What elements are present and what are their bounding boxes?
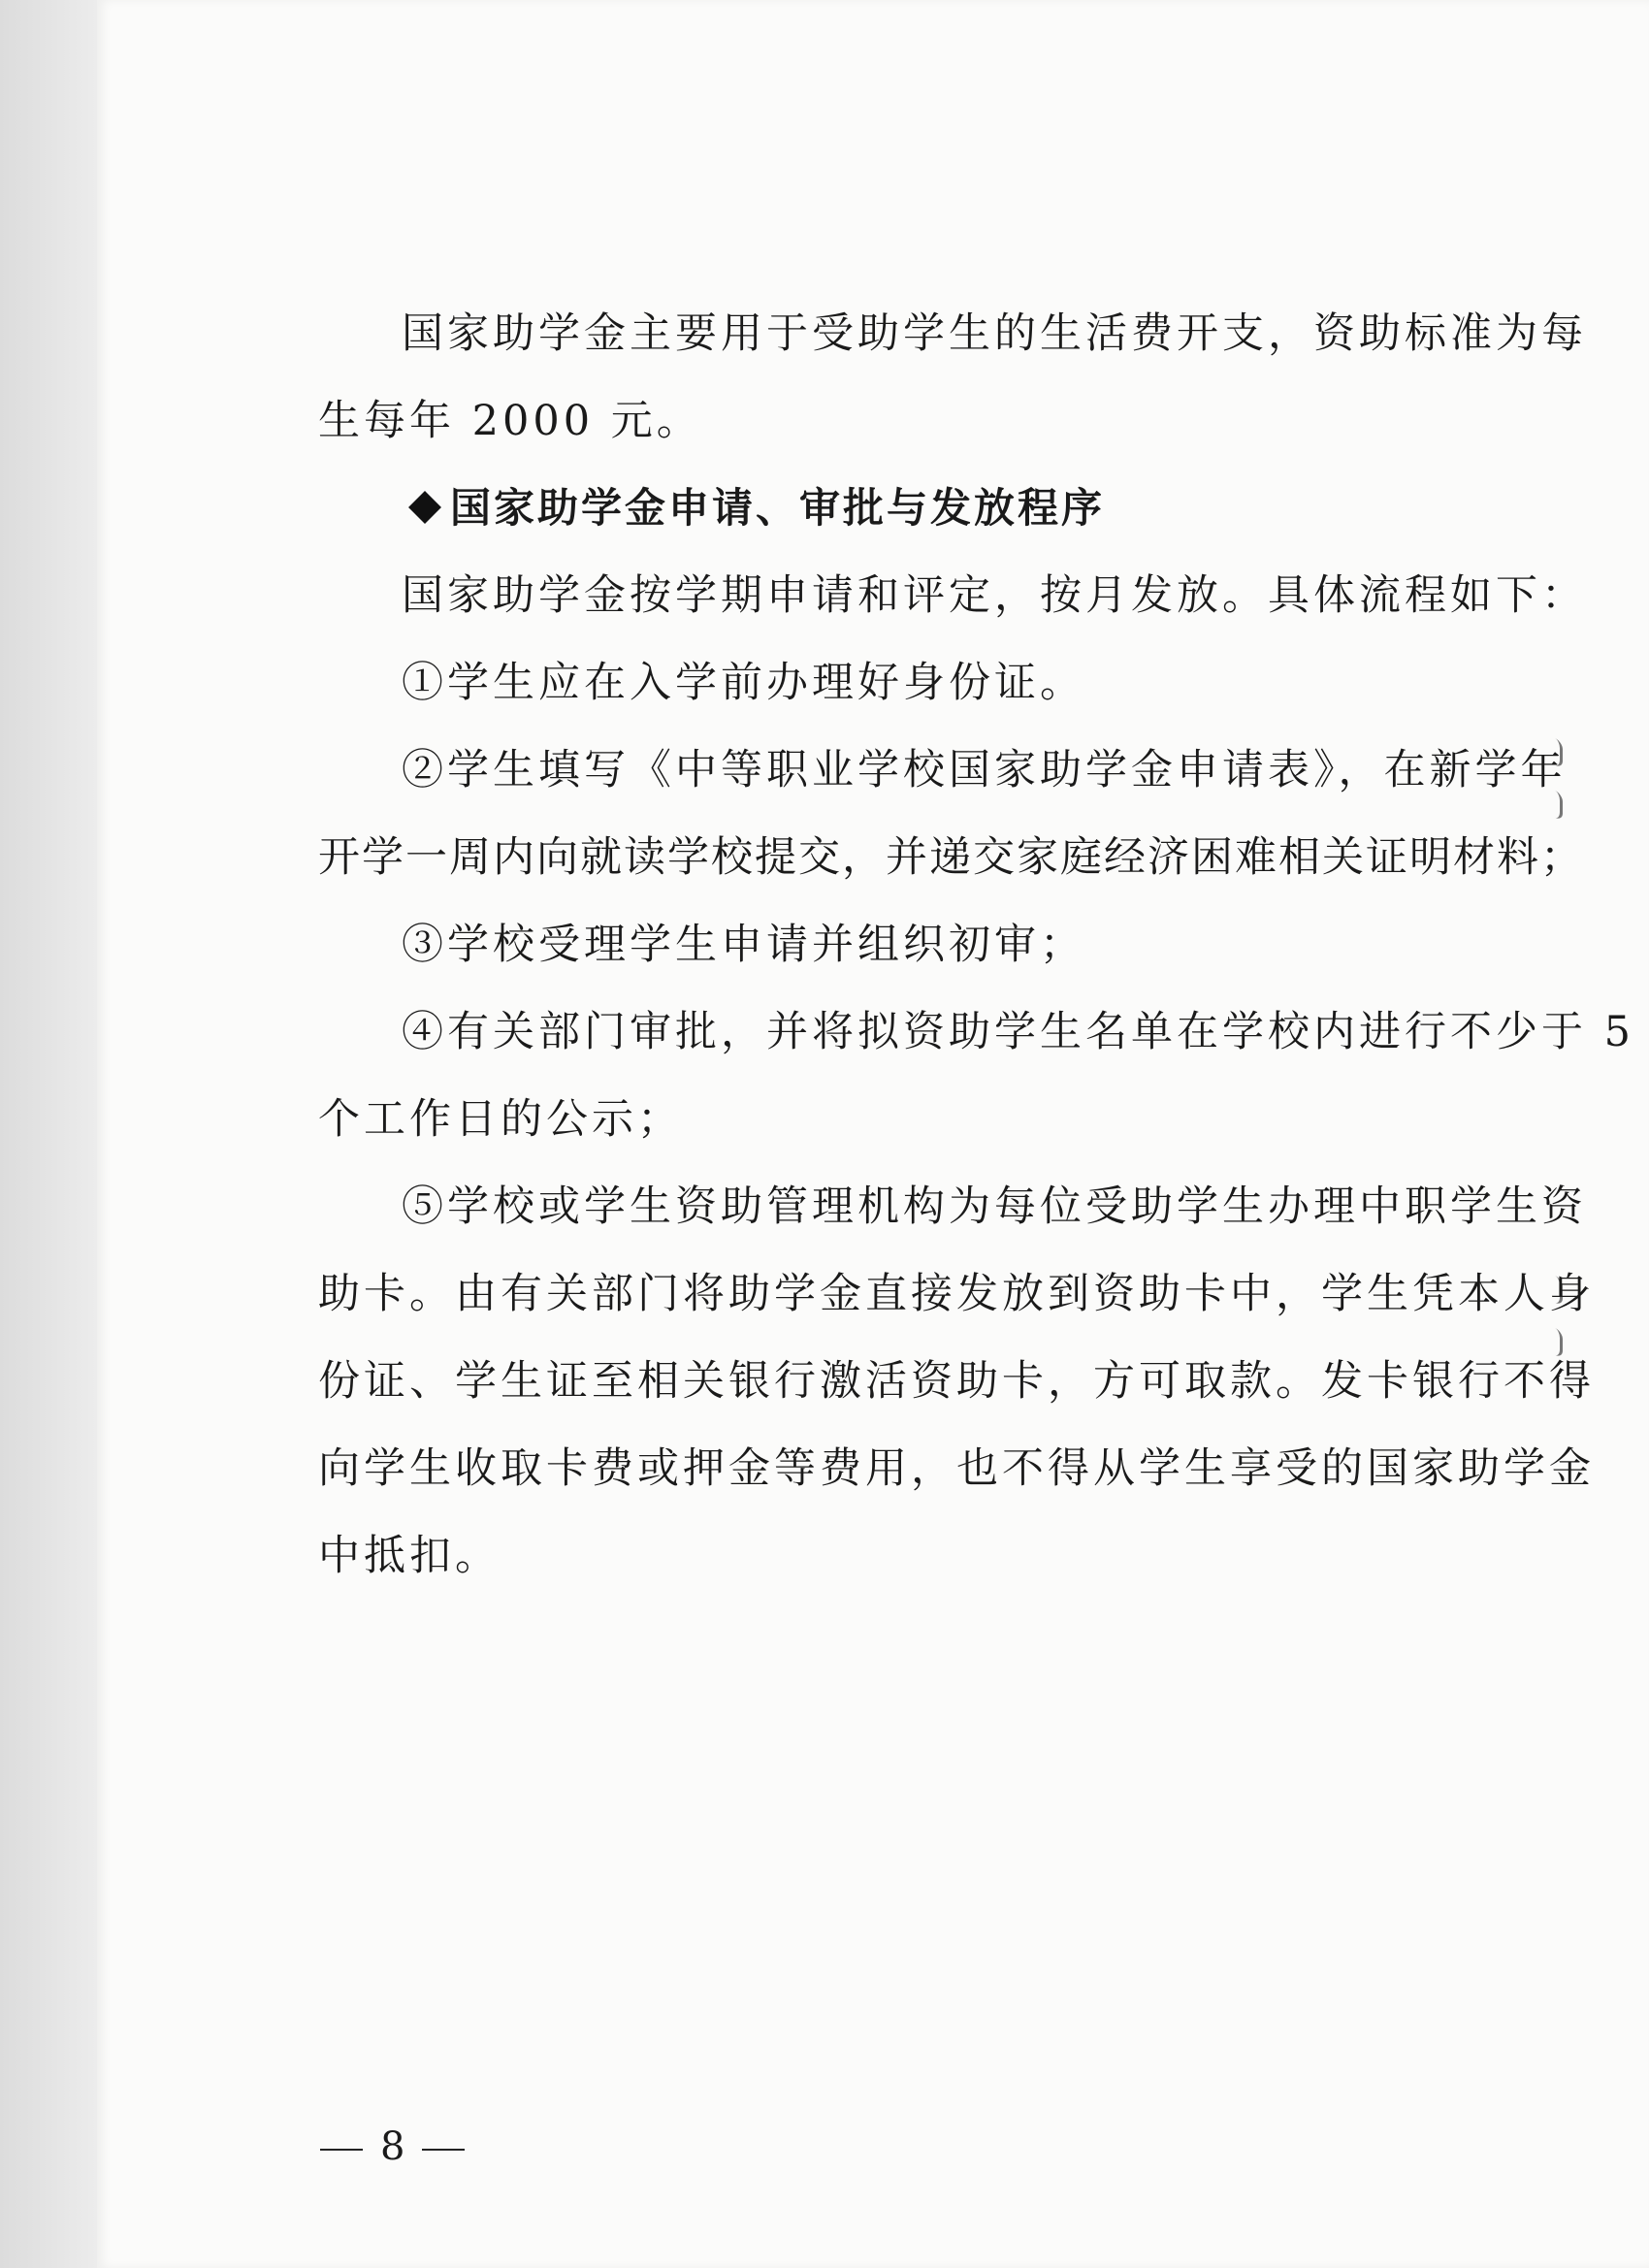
step-item: ③学校受理学生申请并组织初审； [402, 921, 1085, 969]
footer-dash [422, 2149, 465, 2151]
scan-gutter [0, 0, 97, 2268]
paragraph-line: 生每年 2000 元。 [318, 397, 702, 445]
footer-dash [320, 2149, 363, 2151]
paragraph-line: 助卡。由有关部门将助学金直接发放到资助卡中，学生凭本人身 [318, 1270, 1595, 1318]
step-item: ①学生应在入学前办理好身份证。 [402, 659, 1085, 707]
paragraph-line: 个工作日的公示； [318, 1095, 683, 1144]
page-number: 8 [380, 2124, 405, 2169]
step-item: ⑤学校或学生资助管理机构为每位受助学生办理中职学生资 [402, 1183, 1587, 1231]
section-heading-text: 国家助学金申请、审批与发放程序 [450, 484, 1106, 532]
paragraph-line: 开学一周内向就读学校提交，并递交家庭经济困难相关证明材料； [318, 833, 1584, 882]
binding-mark [1552, 1326, 1563, 1358]
step-item: ②学生填写《中等职业学校国家助学金申请表》，在新学年 [402, 746, 1567, 794]
paragraph-line: 中抵扣。 [318, 1532, 501, 1580]
paragraph-line: 国家助学金按学期申请和评定，按月发放。具体流程如下： [402, 571, 1587, 620]
paragraph-line: 国家助学金主要用于受助学生的生活费开支，资助标准为每 [402, 309, 1587, 358]
paragraph-line: 份证、学生证至相关银行激活资助卡，方可取款。发卡银行不得 [318, 1357, 1595, 1406]
step-item: ④有关部门审批，并将拟资助学生名单在学校内进行不少于 5 [402, 1008, 1635, 1056]
diamond-bullet-icon [408, 491, 441, 524]
page-footer [320, 2124, 465, 2169]
paragraph-line: 向学生收取卡费或押金等费用，也不得从学生享受的国家助学金 [318, 1444, 1595, 1493]
section-heading [405, 481, 1105, 535]
